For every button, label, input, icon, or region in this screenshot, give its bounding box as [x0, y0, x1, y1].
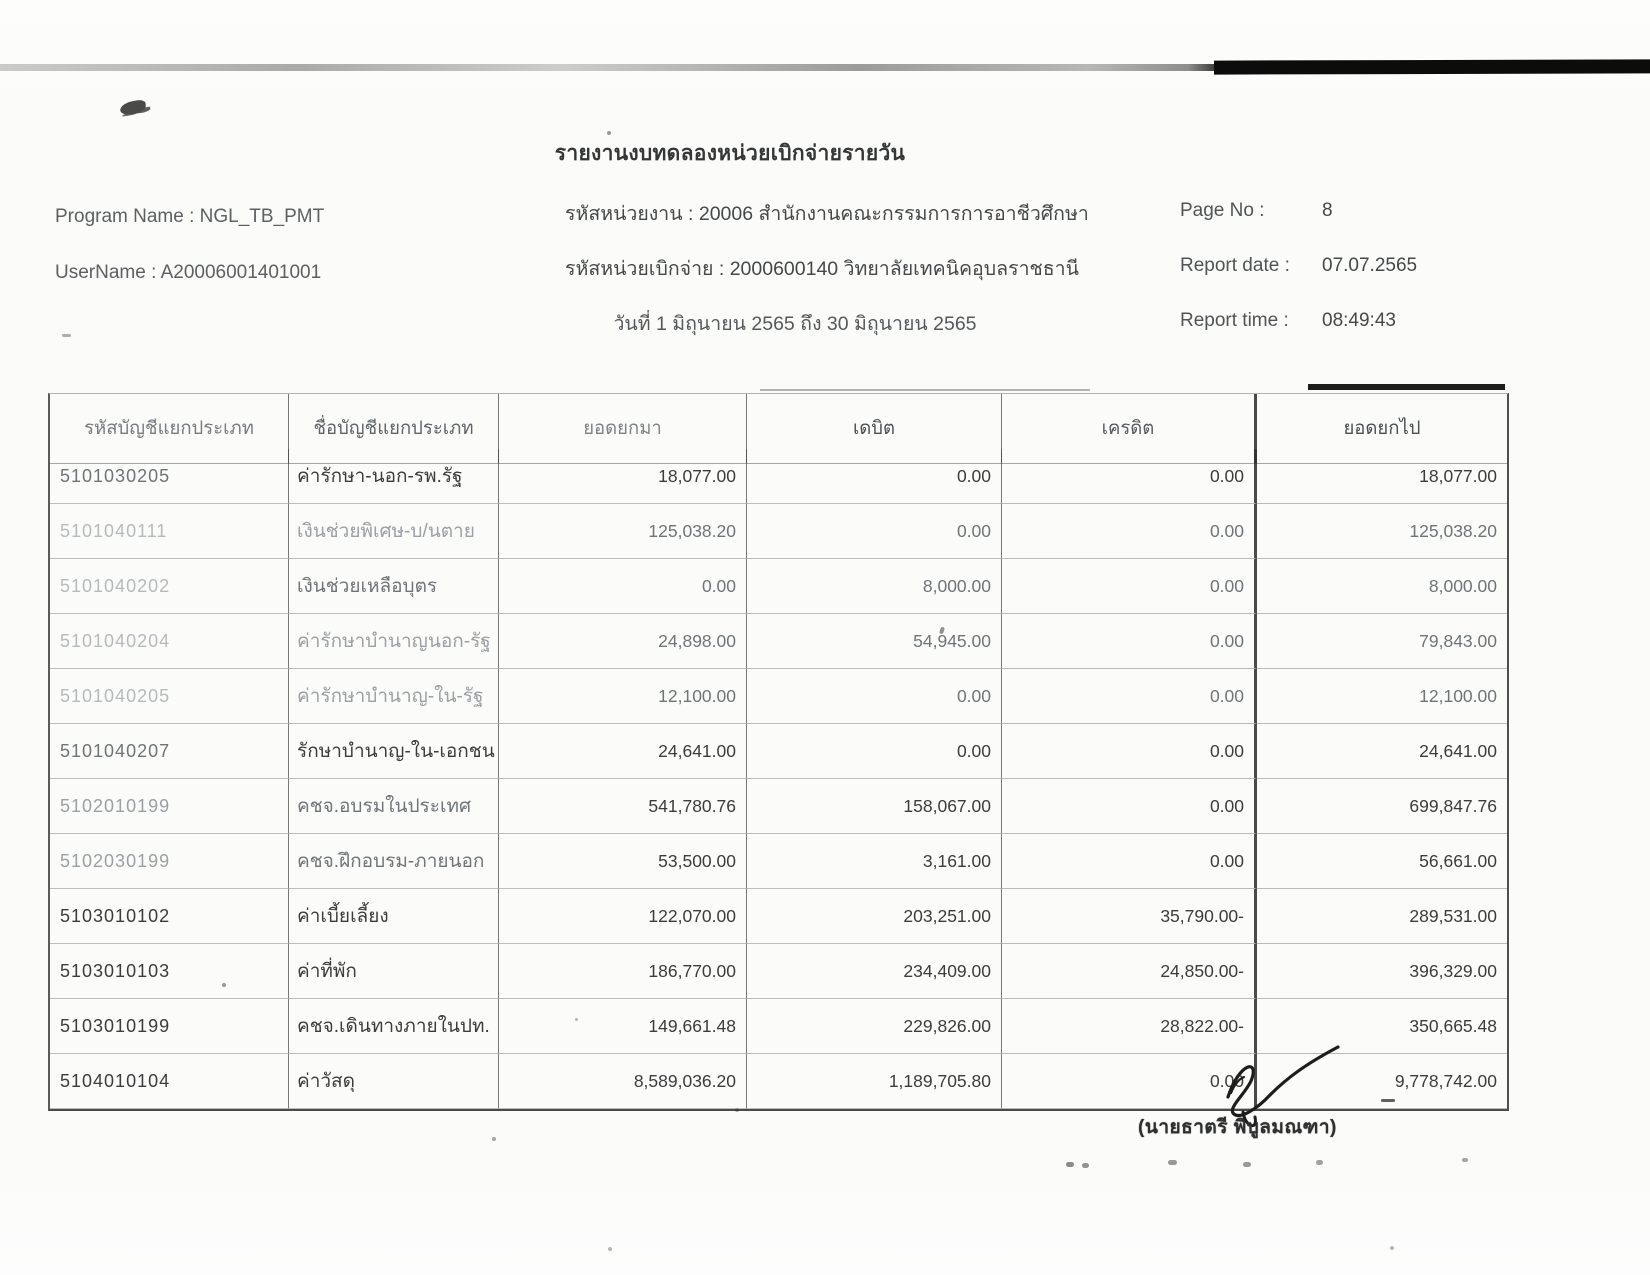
- speck: [608, 1247, 612, 1251]
- column-header-carried-forward: ยอดยกไป: [1257, 394, 1507, 464]
- account-code: 5103010199: [50, 999, 289, 1054]
- speck: [1082, 1163, 1089, 1168]
- account-name: ค่ารักษาบำนาญนอก-รัฐ: [289, 614, 499, 669]
- account-code: 5103010103: [50, 944, 289, 999]
- speck: [492, 1137, 496, 1141]
- column-header-account-name: ชื่อบัญชีแยกประเภท: [289, 394, 499, 464]
- account-name: ค่าวัสดุ: [289, 1054, 499, 1109]
- disburse-unit-line: รหัสหน่วยเบิกจ่าย : 2000600140 วิทยาลัยเทคนิคอุบลราชธานี: [565, 258, 1079, 280]
- brought-forward-amount: 53,500.00: [499, 834, 747, 889]
- credit-amount: 0.00: [1002, 559, 1257, 614]
- carried-forward-amount: 18,077.00: [1257, 449, 1507, 504]
- column-header-credit: เครดิต: [1002, 394, 1257, 464]
- brought-forward-amount: 125,038.20: [499, 504, 747, 559]
- account-name: คชจ.ฝึกอบรม-ภายนอก: [289, 834, 499, 889]
- column-header-debit: เดบิต: [747, 394, 1002, 464]
- brought-forward-amount: 0.00: [499, 559, 747, 614]
- credit-amount: 0.00: [1002, 449, 1257, 504]
- brought-forward-amount: 186,770.00: [499, 944, 747, 999]
- debit-amount: 234,409.00: [747, 944, 1002, 999]
- credit-amount: 28,822.00-: [1002, 999, 1257, 1054]
- carried-forward-amount: 350,665.48: [1257, 999, 1507, 1054]
- credit-amount: 0.00: [1002, 614, 1257, 669]
- debit-amount: 54,945.00: [747, 614, 1002, 669]
- debit-amount: 0.00: [747, 669, 1002, 724]
- account-code: 5101040207: [50, 724, 289, 779]
- speck: [1066, 1162, 1074, 1167]
- speck: [607, 131, 611, 135]
- account-code: 5101040204: [50, 614, 289, 669]
- brought-forward-amount: 18,077.00: [499, 449, 747, 504]
- report-time-value: 08:49:43: [1322, 310, 1396, 331]
- account-name: รักษาบำนาญ-ใน-เอกชน: [289, 724, 499, 779]
- signer-name-stamp: (นายธาตรี พิบูลมณฑา): [1138, 1117, 1337, 1138]
- debit-amount: 158,067.00: [747, 779, 1002, 834]
- account-code: 5101040202: [50, 559, 289, 614]
- account-name: คชจ.เดินทางภายในปท.: [289, 999, 499, 1054]
- credit-amount: 0.00: [1002, 504, 1257, 559]
- account-code: 5103010102: [50, 889, 289, 944]
- brought-forward-amount: 541,780.76: [499, 779, 747, 834]
- page-no-value: 8: [1322, 200, 1333, 221]
- account-name: ค่ารักษาบำนาญ-ใน-รัฐ: [289, 669, 499, 724]
- brought-forward-amount: 149,661.48: [499, 999, 747, 1054]
- debit-amount: 8,000.00: [747, 559, 1002, 614]
- brought-forward-amount: 122,070.00: [499, 889, 747, 944]
- carried-forward-amount: 396,329.00: [1257, 944, 1507, 999]
- carried-forward-amount: 699,847.76: [1257, 779, 1507, 834]
- scan-heavy-border-segment: [1308, 384, 1505, 390]
- username-line: UserName : A20006001401001: [55, 262, 322, 283]
- program-name-line: Program Name : NGL_TB_PMT: [55, 206, 325, 227]
- credit-amount: 24,850.00-: [1002, 944, 1257, 999]
- credit-amount: 35,790.00-: [1002, 889, 1257, 944]
- agency-line: รหัสหน่วยงาน : 20006 สำนักงานคณะกรรมการการอาชีวศึกษา: [565, 203, 1089, 225]
- credit-amount: 0.00: [1002, 669, 1257, 724]
- account-name: คชจ.อบรมในประเทศ: [289, 779, 499, 834]
- carried-forward-amount: 289,531.00: [1257, 889, 1507, 944]
- period-line: วันที่ 1 มิถุนายน 2565 ถึง 30 มิถุนายน 2565: [613, 313, 977, 335]
- account-code: 5102030199: [50, 834, 289, 889]
- account-name: ค่าที่พัก: [289, 944, 499, 999]
- debit-amount: 229,826.00: [747, 999, 1002, 1054]
- brought-forward-amount: 8,589,036.20: [499, 1054, 747, 1109]
- carried-forward-amount: 125,038.20: [1257, 504, 1507, 559]
- carried-forward-amount: 9,778,742.00: [1257, 1054, 1507, 1109]
- speck: [1462, 1158, 1468, 1162]
- account-name: เงินช่วยเหลือบุตร: [289, 559, 499, 614]
- report-date-value: 07.07.2565: [1322, 255, 1418, 276]
- account-name: เงินช่วยพิเศษ-บ/นตาย: [289, 504, 499, 559]
- debit-amount: 0.00: [747, 449, 1002, 504]
- brought-forward-amount: 24,641.00: [499, 724, 747, 779]
- report-time-label: Report time :: [1180, 310, 1289, 331]
- trial-balance-table: [48, 393, 1509, 1111]
- speck: [62, 334, 71, 337]
- speck: [1390, 1246, 1394, 1250]
- carried-forward-amount: 79,843.00: [1257, 614, 1507, 669]
- column-header-account-code: รหัสบัญชีแยกประเภท: [50, 394, 289, 464]
- speck: [1316, 1160, 1323, 1165]
- scan-artifact-bar-dark: [1214, 59, 1650, 74]
- dash-mark: [1381, 1099, 1395, 1102]
- page-no-label: Page No :: [1180, 200, 1265, 221]
- carried-forward-amount: 12,100.00: [1257, 669, 1507, 724]
- brought-forward-amount: 12,100.00: [499, 669, 747, 724]
- account-name: ค่ารักษา-นอก-รพ.รัฐ: [289, 449, 499, 504]
- account-code: 5101040205: [50, 669, 289, 724]
- column-header-brought-forward: ยอดยกมา: [499, 394, 747, 464]
- carried-forward-amount: 8,000.00: [1257, 559, 1507, 614]
- credit-amount: 0.00: [1002, 834, 1257, 889]
- account-name: ค่าเบี้ยเลี้ยง: [289, 889, 499, 944]
- account-code: 5104010104: [50, 1054, 289, 1109]
- account-code: 5101040111: [50, 504, 289, 559]
- carried-forward-amount: 56,661.00: [1257, 834, 1507, 889]
- credit-amount: 0.00: [1002, 1054, 1257, 1109]
- report-date-label: Report date :: [1180, 255, 1290, 276]
- debit-amount: 0.00: [747, 504, 1002, 559]
- speck: [1243, 1162, 1251, 1167]
- debit-amount: 0.00: [747, 724, 1002, 779]
- debit-amount: 1,189,705.80: [747, 1054, 1002, 1109]
- speck: [1168, 1160, 1177, 1165]
- carried-forward-amount: 24,641.00: [1257, 724, 1507, 779]
- scan-light-border-segment: [760, 389, 1090, 391]
- debit-amount: 3,161.00: [747, 834, 1002, 889]
- brought-forward-amount: 24,898.00: [499, 614, 747, 669]
- account-code: 5101030205: [50, 449, 289, 504]
- account-code: 5102010199: [50, 779, 289, 834]
- credit-amount: 0.00: [1002, 724, 1257, 779]
- debit-amount: 203,251.00: [747, 889, 1002, 944]
- credit-amount: 0.00: [1002, 779, 1257, 834]
- report-title: รายงานงบทดลองหน่วยเบิกจ่ายรายวัน: [554, 142, 906, 165]
